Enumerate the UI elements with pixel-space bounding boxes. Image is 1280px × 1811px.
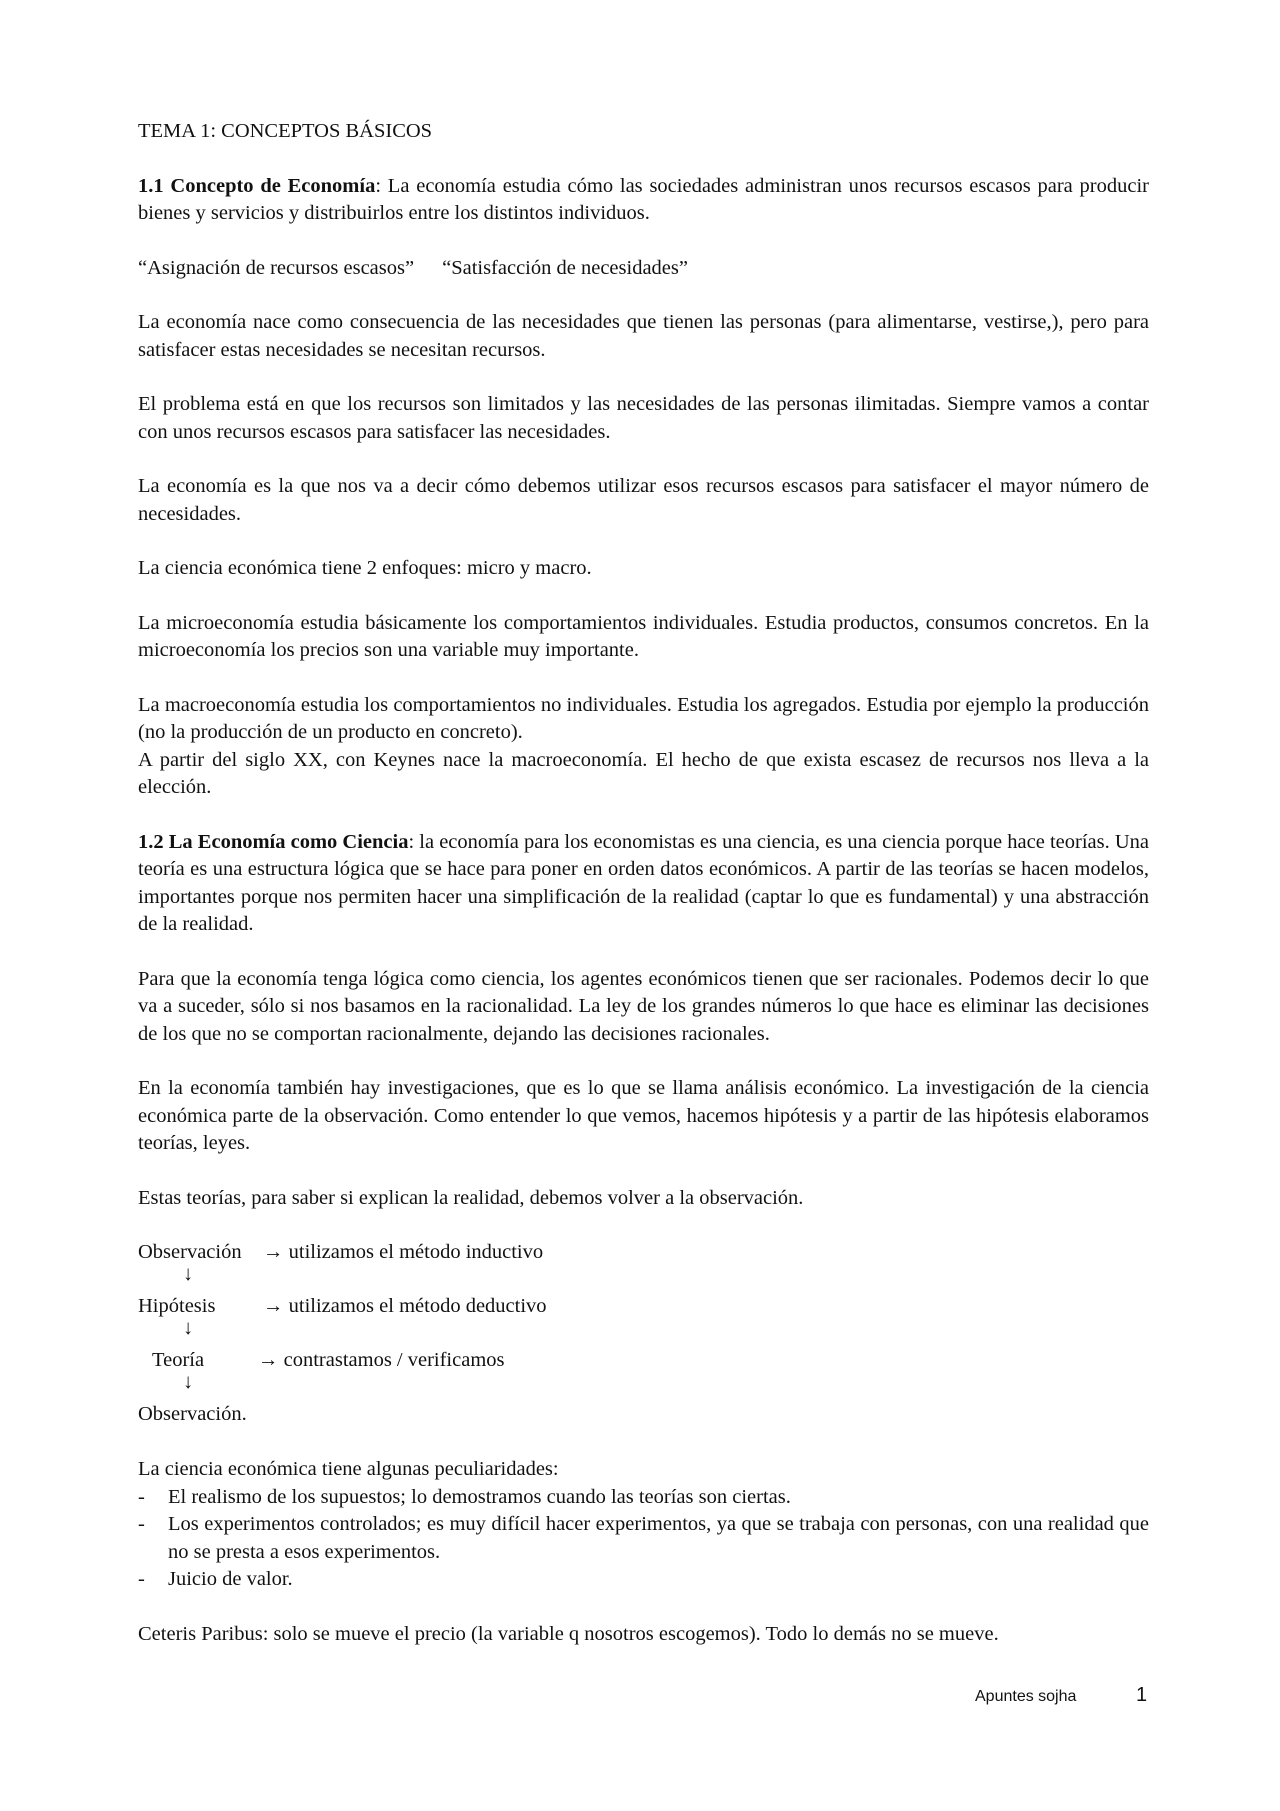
flow-teoria: Teoría — [152, 1349, 205, 1371]
paragraph-enfoques: La ciencia económica tiene 2 enfoques: micro y macro. — [138, 557, 592, 579]
list-item-text: Los experimentos controlados; es muy difícil hacer experimentos, ya que se trabaja con personas, con una realidad que no se presta a esos experimentos. — [168, 1513, 1149, 1563]
paragraph-microeconomia: La microeconomía estudia básicamente los comportamientos individuales. Estudia productos, consumos concretos. En la microeconomía los precios son una variable muy importante. — [138, 611, 1149, 661]
flow-hipotesis-note: → utilizamos el método deductivo — [263, 1295, 547, 1317]
flow-arrow-down-icon: ↓ — [183, 1263, 194, 1285]
paragraph-investigacion: En la economía también hay investigaciones, que es lo que se llama análisis económico. La investigación de la ciencia económica parte de la observación. Como entender lo que vemos, hacemos hipótesis y a partir de las hipótesis elaboramos teorías, leyes. — [138, 1077, 1149, 1154]
flow-hipotesis: Hipótesis — [138, 1295, 216, 1317]
flow-observacion-final: Observación. — [138, 1403, 247, 1425]
section-1-heading: 1.1 Concepto de Economía — [138, 174, 376, 197]
list-item — [138, 1566, 1149, 1594]
list-dash: - — [138, 1568, 145, 1590]
list-item — [138, 1484, 1149, 1512]
flow-observacion-note: → utilizamos el método inductivo — [263, 1241, 544, 1263]
section-2-text: : la economía para los economistas es una ciencia, es una ciencia porque hace teorías. Una teoría es una estructura lógica que se hace para poner en orden datos económicos. A partir de las teorías se hacen modelos, importantes porque nos permiten hacer una simplificación de la realidad (captar lo que es fundamental) y una abstracción de la realidad. — [138, 830, 1150, 935]
paragraph-problema: El problema está en que los recursos son limitados y las necesidades de las personas ilimitadas. Siempre vamos a contar con unos recursos escasos para satisfacer las necesidades. — [138, 393, 1149, 443]
footer-text: Apuntes sojha — [975, 1688, 1077, 1705]
list-item-text: Juicio de valor. — [168, 1568, 293, 1590]
section-1-text: : La economía estudia cómo las sociedades administran unos recursos escasos para producir bienes y servicios y distribuirlos entre los distintos individuos. — [138, 174, 1149, 224]
quotes-line — [138, 255, 1149, 283]
paragraph-volver-observacion: Estas teorías, para saber si explican la realidad, debemos volver a la observación. — [138, 1186, 804, 1209]
paragraph-peculiaridades: La ciencia económica tiene algunas peculiaridades: — [138, 1458, 559, 1480]
section-2-paragraph — [138, 829, 1149, 939]
paragraph-racionalidad: Para que la economía tenga lógica como ciencia, los agentes económicos tienen que ser racionales. Podemos decir lo que va a suceder, sólo si nos basamos en la racionalidad. La ley de los grandes números lo que hace es eliminar las decisiones de los que no se comportan racionalmente, dejando las decisiones racionales. — [138, 967, 1149, 1045]
quote-asignacion: “Asignación de recursos escasos” — [138, 256, 415, 279]
paragraph-macroeconomia: La macroeconomía estudia los comportamientos no individuales. Estudia los agregados. Estudia por ejemplo la producción (no la producción de un producto en concreto). — [138, 693, 1149, 743]
flow-observacion: Observación — [138, 1241, 242, 1263]
method-flow-diagram — [138, 1239, 1149, 1429]
section-1-paragraph — [138, 173, 1149, 228]
document-title: TEMA 1: CONCEPTOS BÁSICOS — [138, 120, 433, 142]
list-dash: - — [138, 1485, 145, 1508]
paragraph-ceteris-paribus: Ceteris Paribus: solo se mueve el precio (la variable q nosotros escogemos). Todo lo demás no se mueve. — [138, 1622, 999, 1645]
section-2-heading: 1.2 La Economía como Ciencia — [138, 830, 409, 853]
list-item — [138, 1511, 1149, 1566]
list-item-text: El realismo de los supuestos; lo demostramos cuando las teorías son ciertas. — [168, 1485, 791, 1508]
quote-satisfaccion: “Satisfacción de necesidades” — [442, 256, 688, 279]
paragraph-keynes: A partir del siglo XX, con Keynes nace la macroeconomía. El hecho de que exista escasez de recursos nos lleva a la elección. — [138, 748, 1149, 798]
peculiaridades-list — [138, 1484, 1149, 1594]
page-number: 1 — [1136, 1684, 1148, 1706]
flow-arrow-down-icon: ↓ — [183, 1317, 194, 1339]
flow-arrow-down-icon: ↓ — [183, 1371, 194, 1393]
flow-teoria-note: → contrastamos / verificamos — [258, 1349, 505, 1371]
document-body — [138, 118, 1149, 1648]
list-dash: - — [138, 1513, 145, 1535]
paragraph-uso-recursos: La economía es la que nos va a decir cómo debemos utilizar esos recursos escasos para satisfacer el mayor número de necesidades. — [138, 475, 1149, 525]
paragraph-necesidades: La economía nace como consecuencia de las necesidades que tienen las personas (para alimentarse, vestirse,), pero para satisfacer estas necesidades se necesitan recursos. — [138, 311, 1149, 361]
